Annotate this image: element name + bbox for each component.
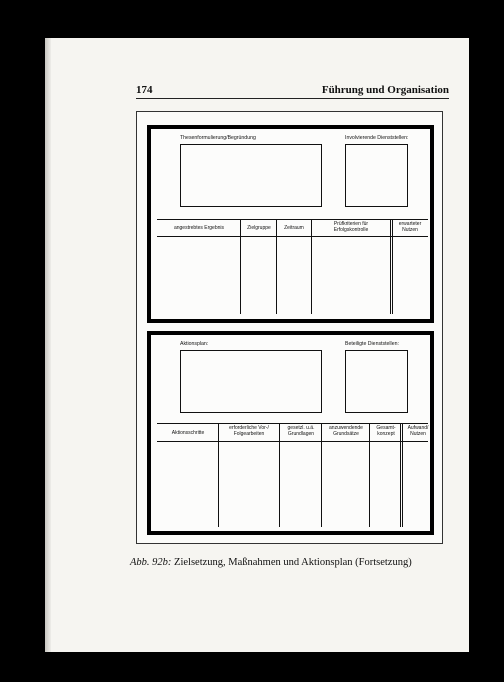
col-head-effort-benefit: Aufwand/ Nutzen [407,425,429,437]
col-head-overall-concept: Gesamt- konzept [376,425,396,437]
form-panel-goals [147,125,434,323]
thesis-box [180,144,322,207]
col-divider [321,423,322,527]
col-head-target-group: Zielgruppe [247,225,271,231]
participating-units-box [345,350,408,413]
col-head-benefit: erwarteter Nutzen [398,221,422,233]
col-divider [240,219,241,314]
col-divider [400,423,401,527]
label-participating-units: Beteiligte Dienststellen: [345,341,399,347]
col-divider [392,219,393,314]
label-involved-units: Involvierende Dienststellen: [345,135,409,141]
col-divider [390,219,391,314]
col-divider [369,423,370,527]
action-plan-box [180,350,322,413]
table-top-rule [157,423,428,424]
caption-label: Abb. 92b: [130,557,172,568]
col-head-principles: anzuwendende Grundsätze [329,425,363,437]
caption-text: Zielsetzung, Maßnahmen und Aktionsplan (Fortsetzung) [174,557,412,568]
col-divider [279,423,280,527]
form-panel-action-plan [147,331,434,535]
col-divider [276,219,277,314]
running-title: Führung und Organisation [321,84,449,96]
table-header-rule [157,441,428,442]
page-edge-shadow [45,38,51,652]
col-head-criteria: Prüfkriterien für Erfolgskontrolle [333,221,369,233]
figure-caption [130,557,460,568]
col-divider [402,423,403,527]
label-action-plan: Aktionsplan: [180,341,209,347]
col-divider [311,219,312,314]
col-divider [218,423,219,527]
header-rule [136,98,449,99]
involved-units-box [345,144,408,207]
col-head-legal-basis: gesetzl. u.ä. Grundlagen [287,425,315,437]
page-number: 174 [136,84,153,96]
col-head-result: angestrebtes Ergebnis [173,225,225,231]
label-thesis: Thesenformulierung/Begründung [180,135,256,141]
table-header-rule [157,236,428,237]
col-head-preparatory-work: erforderliche Vor-/ Folgearbeiten [229,425,269,437]
table-top-rule [157,219,428,220]
col-head-period: Zeitraum [284,225,304,231]
col-head-action-steps: Aktionsschritte [171,430,205,436]
figure-frame [136,111,443,544]
